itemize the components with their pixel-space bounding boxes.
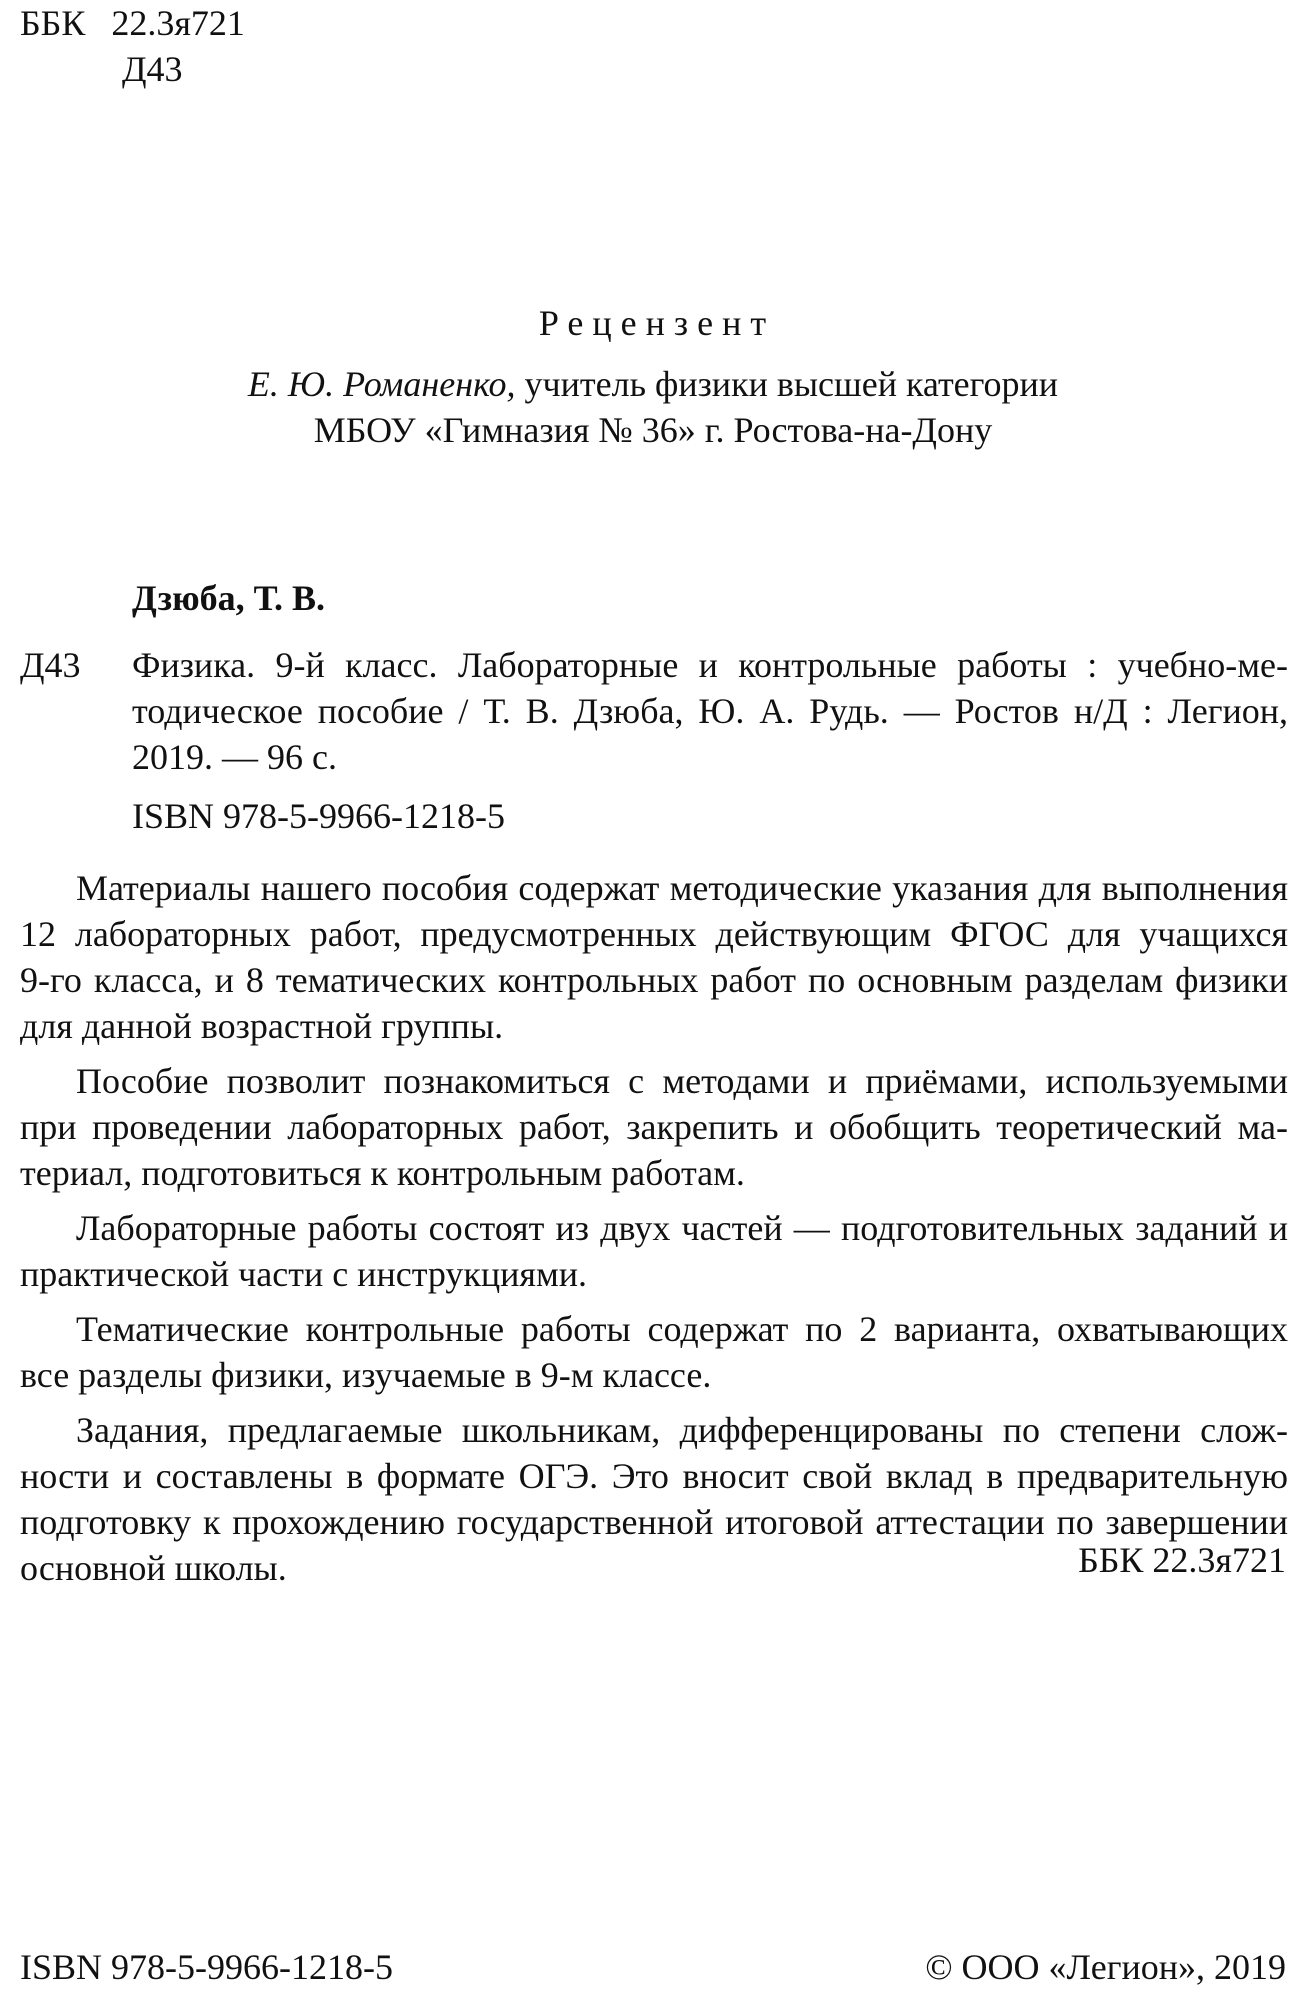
- annotation-line: для данной возрастной группы.: [20, 1006, 504, 1046]
- annotation-line: териал, подготовиться к контрольным работам.: [20, 1153, 745, 1193]
- annotation-line: при проведении лабораторных работ, закрепить и обобщить теоретический ма-: [20, 1107, 1288, 1147]
- record-author: Дзюба, Т. В.: [132, 578, 326, 618]
- annotation-paragraph: [20, 1205, 1288, 1297]
- record-author-mark: Д43: [20, 645, 81, 685]
- footer-isbn: ISBN 978-5-9966-1218-5: [20, 1947, 393, 1987]
- annotation-line: Задания, предлагаемые школьникам, дифференцированы по степени слож-: [76, 1410, 1288, 1450]
- annotation-line: Материалы нашего пособия содержат методические указания для выполнения: [76, 868, 1288, 908]
- bbk-label: ББК: [20, 3, 86, 43]
- record-description-line: 2019. — 96 с.: [132, 737, 337, 777]
- reviewer-block: [0, 300, 1306, 453]
- annotation-paragraph: [20, 1306, 1288, 1398]
- annotation-line: основной школы.: [20, 1548, 287, 1588]
- annotation-line: 12 лабораторных работ, предусмотренных действующим ФГОС для учащихся: [20, 914, 1288, 954]
- footer-copyright: © ООО «Легион», 2019: [925, 1947, 1286, 1987]
- annotation-line: Лабораторные работы состоят из двух частей — подготовительных заданий и: [76, 1208, 1288, 1248]
- annotation-line: все разделы физики, изучаемые в 9-м классе.: [20, 1355, 712, 1395]
- record-description-line: тодическое пособие / Т. В. Дзюба, Ю. А. Рудь. — Ростов н/Д : Легион,: [132, 691, 1288, 731]
- reviewer-name: Е. Ю. Романенко,: [247, 364, 516, 404]
- annotation-line: ности и составлены в формате ОГЭ. Это вносит свой вклад в предварительную: [20, 1456, 1288, 1496]
- bottom-bbk-code: ББК 22.3я721: [1078, 1540, 1286, 1580]
- reviewer-line: [0, 361, 1306, 407]
- record-isbn: ISBN 978-5-9966-1218-5: [132, 796, 505, 836]
- reviewer-heading: Рецензент: [538, 303, 776, 343]
- record-description-line: Физика. 9-й класс. Лабораторные и контрольные работы : учебно-ме-: [132, 645, 1288, 685]
- annotation-line: Пособие позволит познакомиться с методами и приёмами, используемыми: [76, 1061, 1288, 1101]
- annotation-line: подготовку к прохождению государственной итоговой аттестации по завершении: [20, 1502, 1288, 1542]
- author-mark: Д43: [122, 49, 183, 89]
- annotation-line: 9-го класса, и 8 тематических контрольных работ по основным разделам физики: [20, 960, 1288, 1000]
- annotation-paragraph: [20, 865, 1288, 1049]
- bbk-code: 22.3я721: [111, 3, 245, 43]
- annotation: [20, 865, 1288, 1600]
- record-description: [132, 642, 1288, 780]
- annotation-paragraph: [20, 1058, 1288, 1196]
- reviewer-position: учитель физики высшей категории: [515, 364, 1059, 404]
- annotation-line: практической части с инструкциями.: [20, 1254, 588, 1294]
- reviewer-organization: МБОУ «Гимназия № 36» г. Ростова-на-Дону: [313, 410, 993, 450]
- bbk-classification: [20, 0, 245, 46]
- annotation-line: Тематические контрольные работы содержат по 2 варианта, охватывающих: [76, 1309, 1288, 1349]
